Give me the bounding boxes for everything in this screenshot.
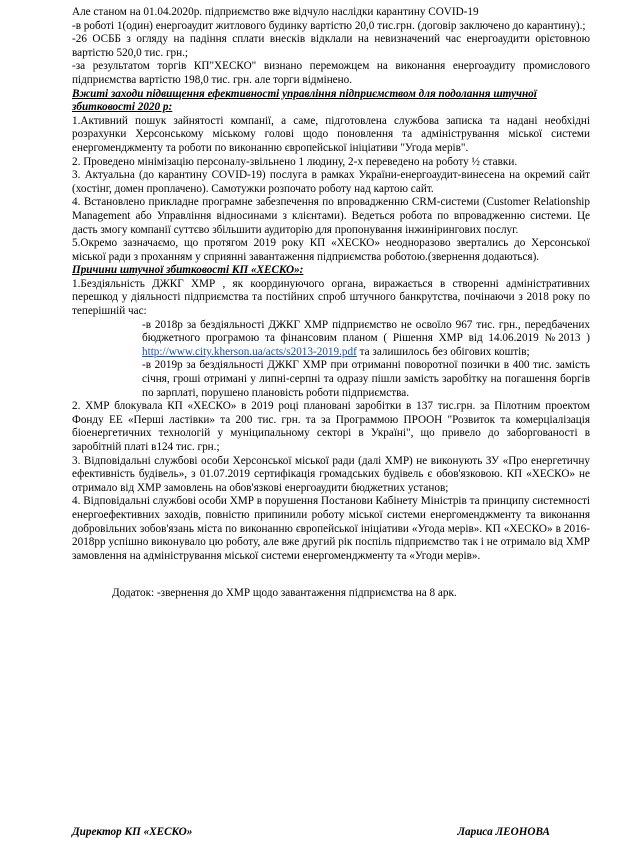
cause-sub-2018-text: -в 2018р за бездіяльності ДЖКГ ХМР підприємство не освоїло 967 тис. грн., передбачених бюджетного програмою та фінансовим планом ( Рішення ХМР від 14.06.2019 №2013 )	[142, 318, 590, 345]
cause-item-2: 2. ХМР блокувала КП «ХЕСКО» в 2019 році плановані заробітки в 137 тис.грн. за Пілотним проектом Фонду ЕЕ «Перші ластівки» та 200 тис. грн. та за Программою ПРООН "Розвиток та комерціалізація біоенергетичних технологій у муніципальному секторі в Україні", що привело до заборгованості в заробітній платі в124 тис. грн.;	[72, 400, 590, 453]
signature-block	[72, 826, 590, 838]
intro-line-2: -в роботі 1(один) енергоаудит житлового будинку вартістю 20,0 тис.грн. (договір заключено до карантину).;	[72, 19, 586, 32]
measure-item-3: 3. Актуальна (до карантину COVID-19) послуга в рамках України-енергоаудит-винесена на окремий сайт (хостінг, домен проплачено). Самотужки розпочато роботу над картою сайт.	[72, 169, 590, 195]
cause-item-4: 4. Відповідальні службові особи ХМР в порушення Постанови Кабінету Міністрів та принципу системності енергоефективних заходів, повністю припинили роботу міської системи енергоменджменту та виконання добровільних зобов'язань міста по виконанню європейської ініціативи «Угода мерів». КП «ХЕСКО» в 2016-2018рр успішно виконувало цю роботу, але вже другий рік поспіль підприємство так і не отримало від ХМР замовлення на адміністрування міської системи енергоменджменту та «Угоди мерів».	[72, 495, 590, 562]
cause-sub-item-2018	[72, 319, 590, 360]
intro-line-4: -за результатом торгів КП"ХЕСКО" визнано переможцем на виконання енергоаудиту промислового підприємства вартістю 198,0 тис. грн. але торги відмінено.	[72, 60, 590, 86]
measure-item-2: 2. Проведено мінімізацію персоналу-звільнено 1 людину, 2-х переведено на роботу ½ ставки.	[72, 155, 518, 168]
measure-item-5: 5.Окремо зазначаємо, що протягом 2019 року КП «ХЕСКО» неодноразово звертались до Херсонської міської ради з проханням у сприянні завантаження підприємства роботою.(звернення додаються).	[72, 237, 590, 263]
attachment-note: Додаток: -звернення до ХМР щодо завантаження підприємства на 8 арк.	[112, 587, 457, 600]
cause-sub-item-2019: -в 2019р за бездіяльності ДЖКГ ХМР при отриманні поворотної позички в 400 тис. замість січня, гроші отримані у липні-серпні та одразу пішли замість заробітку на погашення боргів по зарплаті, порушено плановість роботи підприємства.	[142, 359, 590, 399]
intro-line-1: Але станом на 01.04.2020р. підприємство вже відчуло наслідки карантину COVID-19	[72, 6, 479, 18]
cause-sub-2018-tail: та залишилось без обігових коштів;	[356, 345, 530, 358]
intro-line-3: -26 ОСББ з огляду на падіння сплати внесків відклали на невизначений час енергоаудити орієтовною вартістю 520,0 тис. грн.;	[72, 33, 590, 59]
signer-position: Директор КП «ХЕСКО»	[72, 826, 193, 838]
cause-item-3: 3. Відповідальні службові особи Херсонської міської ради (далі ХМР) не виконують ЗУ «Про енергетичну ефективність будівель», з 01.07.2019 сертифікація громадських будівель є обов'язковою. КП «ХЕСКО» не отримало від ХМР замовлень на обов'язкові енергоаудити бюджетних установ;	[72, 454, 590, 494]
measure-item-4: 4. Встановлено прикладне програмне забезпечення по впровадженню CRM-системи (Customer Relationship Management або Управління відносинами з клієнтами). Ведеться робота по впровадженню системи. Це дасть змогу компанії суттєво збільшити аудиторію для пропонування інжинірингових послуг.	[72, 196, 590, 236]
measure-item-1: 1.Активний пошук зайнятості компанії, а саме, підготовлена службова записка та надані необхідні розрахунки Херсонському міському голові щодо поновлення та адміністрування міської системи енергоменджменту та роботи по виконанню європейської ініціативи "Угода мерів".	[72, 114, 590, 154]
signer-name: Лариса ЛЕОНОВА	[457, 826, 550, 838]
cause-item-1: 1.Бездіяльність ДЖКГ ХМР , як координуючого органа, виражається в створенні адміністративних перешкод у діяльності підприємства та постійних спроб штучного банкрутства, почінаючи з 2018 року по теперішній час:	[72, 277, 590, 318]
city-acts-link[interactable]: http://www.city.kherson.ua/acts/s2013-2019.pdf	[142, 345, 357, 358]
document-body	[72, 6, 590, 601]
section-measures-heading: Вжиті заходи підвищення ефективності управління підприємством для подолання штучної збитковості 2020 р:	[72, 87, 537, 114]
section-causes-heading: Причини штучної збитковості КП «ХЕСКО»:	[72, 264, 304, 277]
